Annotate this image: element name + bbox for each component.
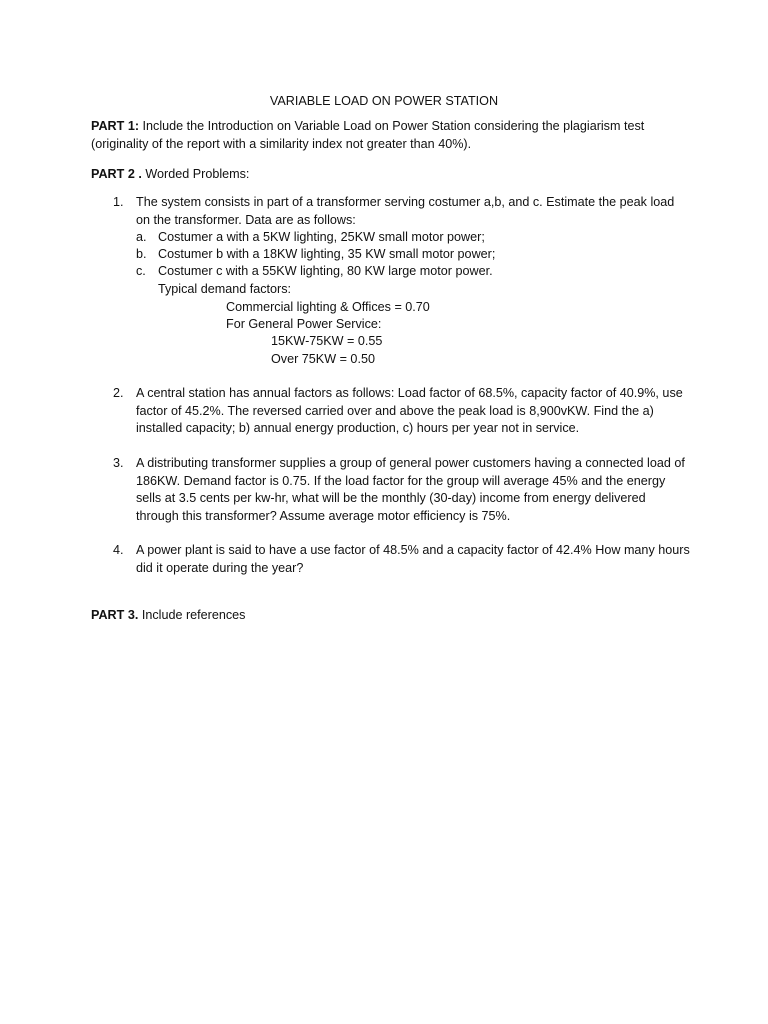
part1-paragraph (91, 118, 691, 153)
list-item-letter: a. (136, 230, 147, 244)
problem-text: A central station has annual factors as follows: Load factor of 68.5%, capacity factor of 40.9%, use factor of 45.2%. The reversed carried over and above the peak load is 8,900vKW. Find the a) installed capacity; b) annual energy production, c) hours per year not in service. (136, 386, 683, 435)
list-item-text: Costumer b with a 18KW lighting, 35 KW small motor power; (158, 247, 496, 261)
list-item-text: Costumer a with a 5KW lighting, 25KW small motor power; (158, 230, 485, 244)
general-power-heading: For General Power Service: (226, 317, 382, 331)
part2-text: Worded Problems: (141, 167, 250, 181)
list-item-letter: b. (136, 247, 147, 261)
commercial-demand-factor: Commercial lighting & Offices = 0.70 (226, 300, 430, 314)
problem-number: 1. (113, 195, 124, 209)
document-title: VARIABLE LOAD ON POWER STATION (269, 94, 499, 108)
part3-paragraph (91, 607, 245, 625)
part3-label: PART 3. (91, 608, 139, 622)
part3-text: Include references (138, 608, 246, 622)
problem-text: A distributing transformer supplies a group of general power customers having a connected load of 186KW. Demand factor is 0.75. If the load factor for the group will average 45% and the energy sells at 3.5 cents per kw-hr, what will be the monthly (30-day) income from energy delivered through this transformer? Assume average motor efficiency is 75%. (136, 456, 685, 523)
problem-number: 4. (113, 543, 124, 557)
over-demand-factor: Over 75KW = 0.50 (271, 352, 375, 366)
part2-label: PART 2 . (91, 167, 142, 181)
problem-text: A power plant is said to have a use factor of 48.5% and a capacity factor of 42.4% How many hours did it operate during the year? (136, 543, 690, 575)
part2-heading (91, 166, 249, 184)
problem-text: The system consists in part of a transformer serving costumer a,b, and c. Estimate the peak load on the transformer. Data are as follows: (136, 195, 675, 227)
problem-number: 2. (113, 386, 124, 400)
list-item-text: Costumer c with a 55KW lighting, 80 KW large motor power. (158, 264, 493, 278)
range-demand-factor: 15KW-75KW = 0.55 (271, 334, 383, 348)
list-item-letter: c. (136, 264, 146, 278)
part1-text: Include the Introduction on Variable Load on Power Station considering the plagiarism test (originality of the report with a similarity index not greater than 40%). (91, 119, 645, 151)
part1-label: PART 1: (91, 119, 140, 133)
problem-number: 3. (113, 456, 124, 470)
demand-factors-heading: Typical demand factors: (158, 282, 291, 296)
